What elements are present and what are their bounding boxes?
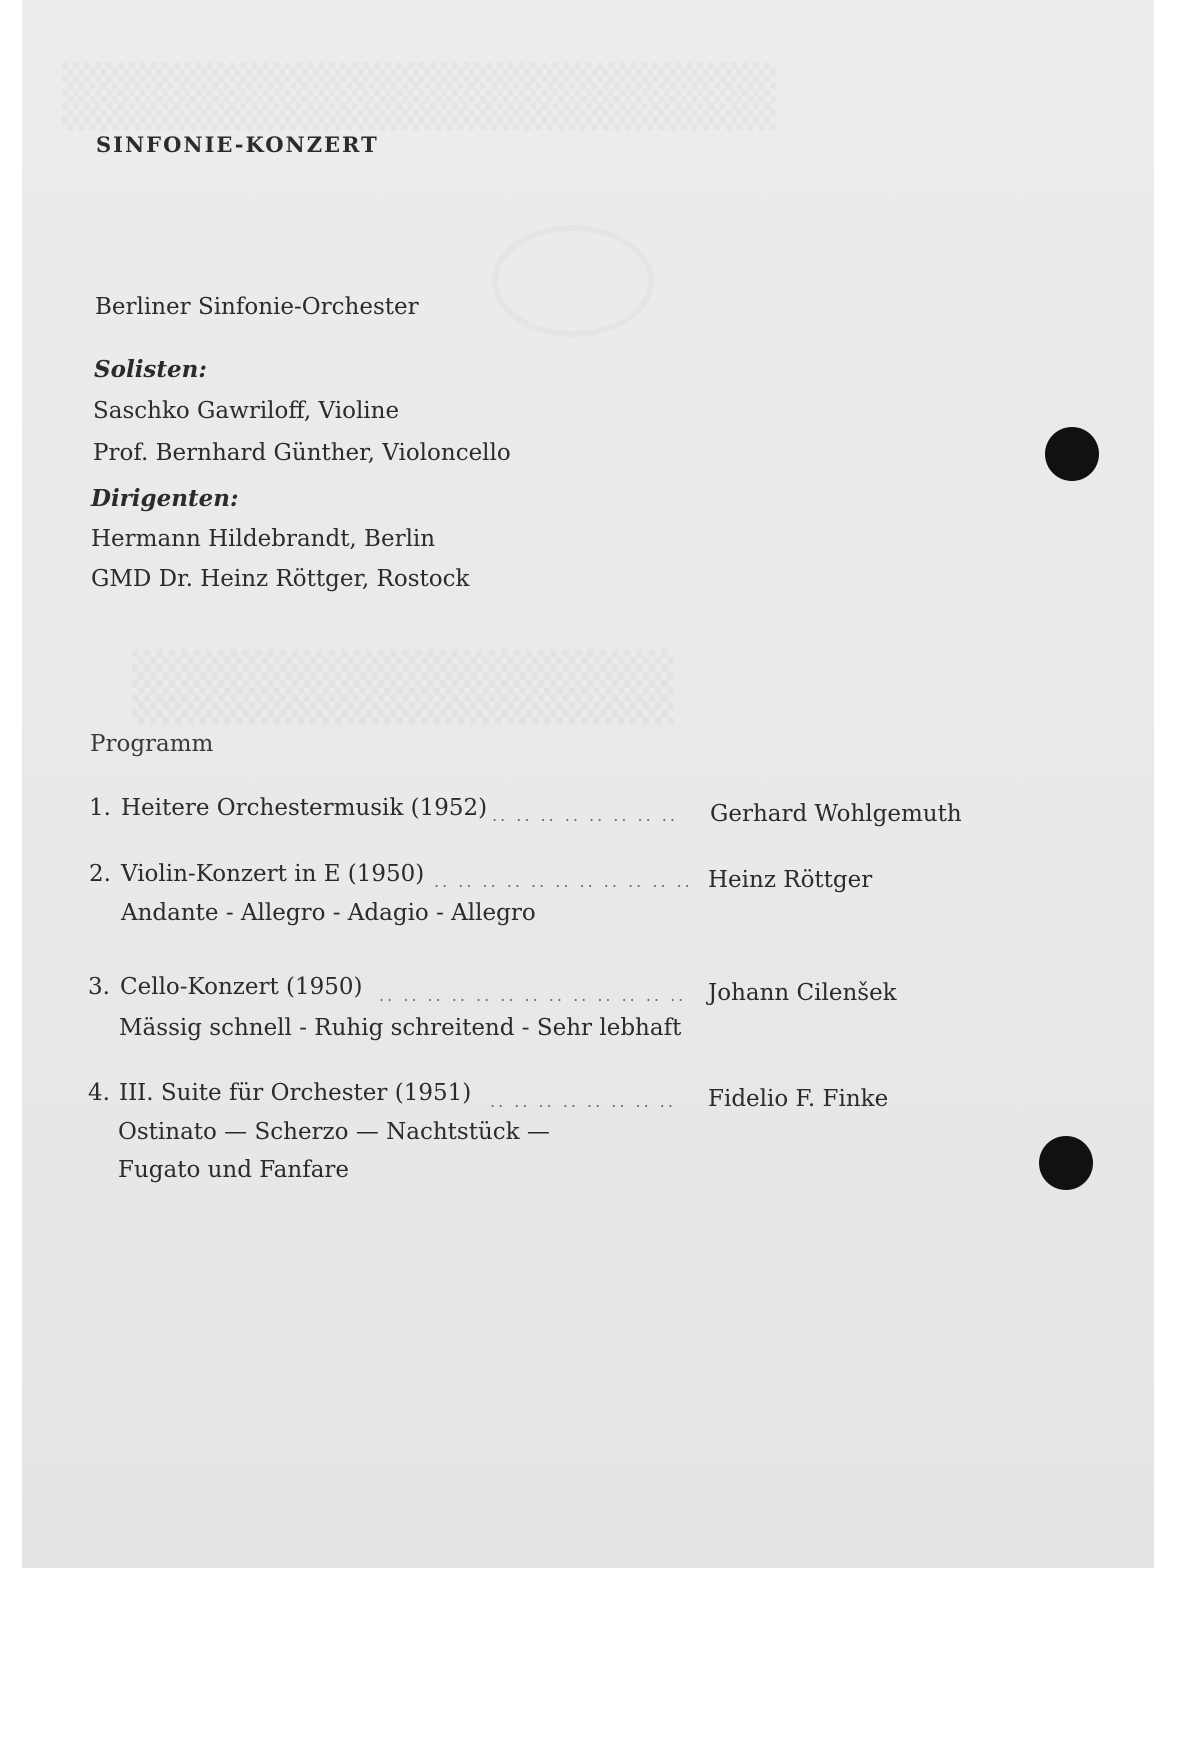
- program-item-title: Heitere Orchestermusik (1952): [121, 795, 488, 821]
- dot-leader: .. .. .. .. .. .. .. ..: [492, 806, 678, 825]
- program-item-composer: Gerhard Wohlgemuth: [710, 801, 962, 827]
- dot-leader: .. .. .. .. .. .. .. .. .. .. ..: [434, 872, 693, 891]
- program-item-number: 1.: [89, 795, 111, 821]
- dot-leader: .. .. .. .. .. .. .. ..: [490, 1092, 676, 1111]
- program-item-movements: Mässig schnell - Ruhig schreitend - Sehr lebhaft: [119, 1015, 682, 1041]
- conductors-label: Dirigenten:: [91, 485, 239, 512]
- program-item-movements: Andante - Allegro - Adagio - Allegro: [121, 900, 536, 926]
- soloist-2: Prof. Bernhard Günther, Violoncello: [93, 440, 511, 466]
- program-item-movements: Fugato und Fanfare: [118, 1157, 350, 1183]
- orchestra-name: Berliner Sinfonie-Orchester: [95, 294, 419, 320]
- program-item-number: 4.: [88, 1080, 110, 1106]
- soloists-label: Solisten:: [94, 356, 207, 383]
- program-item-composer: Fidelio F. Finke: [708, 1086, 889, 1112]
- soloist-1: Saschko Gawriloff, Violine: [93, 398, 400, 424]
- page-title: SINFONIE-KONZERT: [96, 132, 379, 157]
- program-sheet: [22, 0, 1154, 1568]
- show-through-text: ▒▒▒▒▒▒▒▒▒▒▒▒▒▒▒▒: [62, 62, 776, 130]
- conductor-2: GMD Dr. Heinz Röttger, Rostock: [91, 566, 470, 592]
- program-item-number: 2.: [89, 861, 111, 887]
- program-item-number: 3.: [88, 974, 110, 1000]
- program-item-composer: Heinz Röttger: [708, 867, 873, 893]
- conductor-1: Hermann Hildebrandt, Berlin: [91, 526, 436, 552]
- program-item-movements: Ostinato — Scherzo — Nachtstück —: [118, 1119, 550, 1145]
- show-through-emblem: [492, 225, 654, 337]
- dot-leader: .. .. .. .. .. .. .. .. .. .. .. .. ..: [379, 986, 687, 1005]
- program-item-title: Violin-Konzert in E (1950): [121, 861, 425, 887]
- show-through-text: ▒▒▒▒▒▒▒▒▒▒▒: [132, 650, 674, 725]
- program-item-title: III. Suite für Orchester (1951): [119, 1080, 472, 1106]
- punch-hole: [1039, 1136, 1093, 1190]
- punch-hole: [1045, 427, 1099, 481]
- program-item-title: Cello-Konzert (1950): [120, 974, 363, 1000]
- program-label: Programm: [90, 731, 214, 757]
- program-item-composer: Johann Cilenšek: [708, 980, 897, 1006]
